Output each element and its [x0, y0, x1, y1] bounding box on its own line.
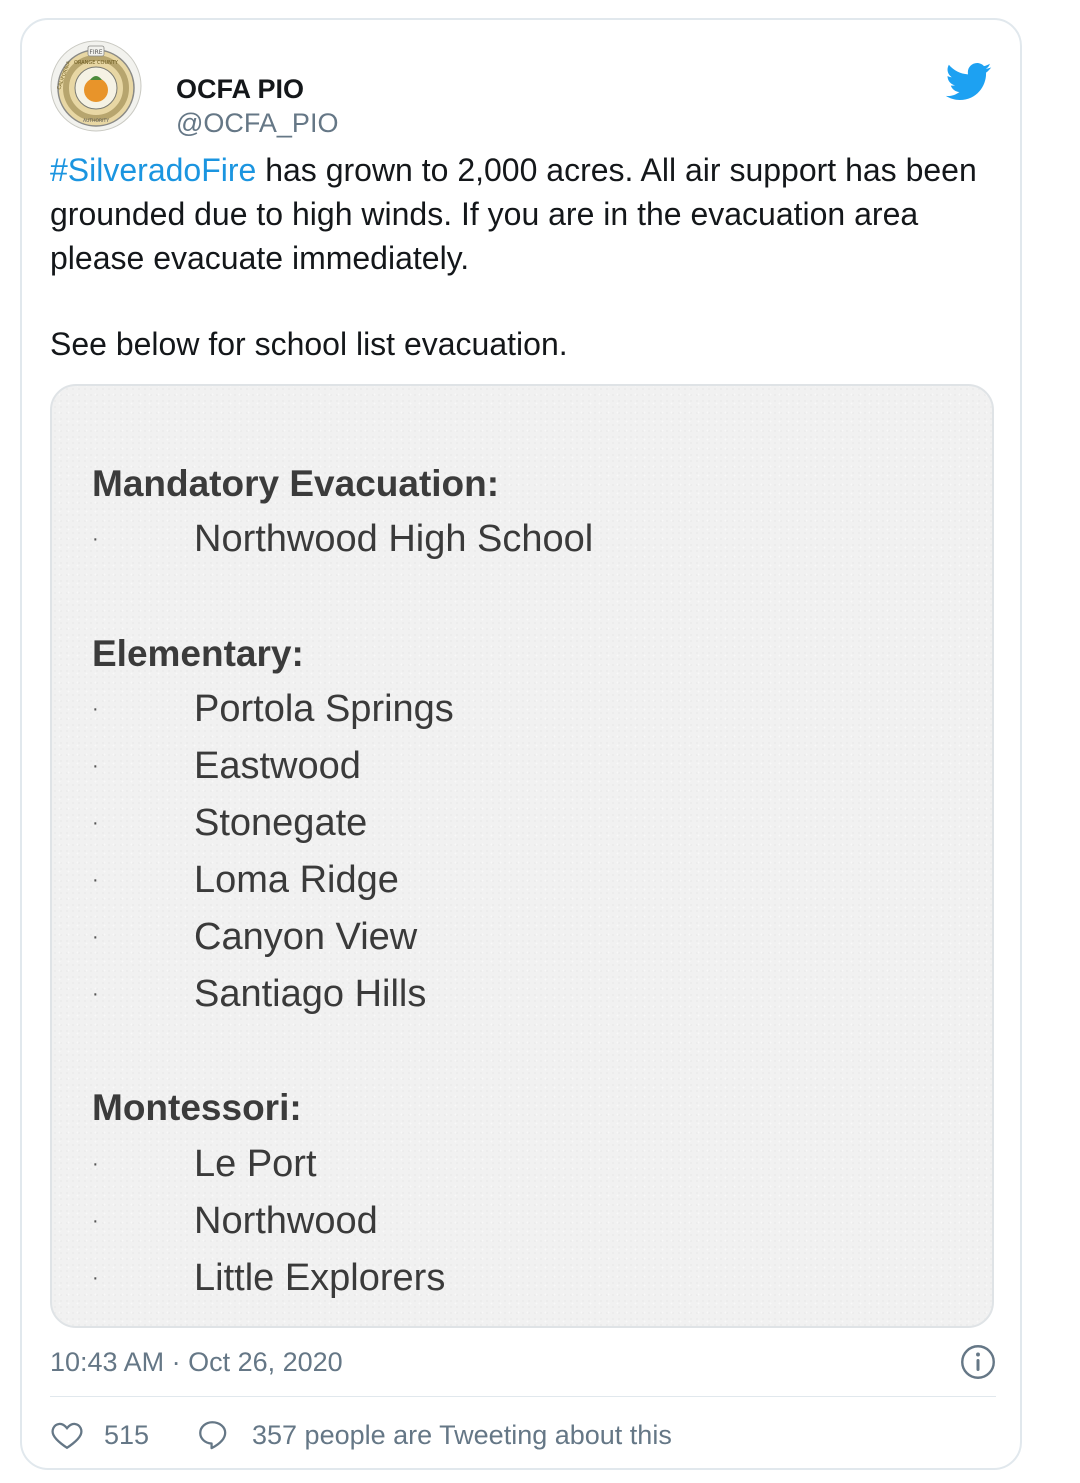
tweet-text-body: has grown to 2,000 acres. All air support has been grounded due to high winds. If you are in the evacuation area please evacuate immediately.: [50, 152, 977, 276]
ocfa-seal-logo[interactable]: [50, 40, 142, 132]
bullet: ·: [92, 1267, 99, 1289]
conversation-link[interactable]: [196, 1414, 756, 1456]
seal-top-text: FIRE: [89, 49, 103, 56]
author-handle[interactable]: @OCFA_PIO: [176, 108, 339, 138]
list-item-label: Santiago Hills: [194, 973, 427, 1015]
section-heading-montessori: Montessori:: [92, 1087, 302, 1128]
list-item-label: Eastwood: [194, 745, 361, 787]
info-icon[interactable]: [960, 1344, 996, 1380]
like-button[interactable]: [50, 1414, 160, 1456]
bullet: ·: [92, 869, 99, 891]
list-item-label: Loma Ridge: [194, 859, 399, 901]
bullet: ·: [92, 1210, 99, 1232]
bullet: ·: [92, 698, 99, 720]
list-item-label: Northwood High School: [194, 518, 594, 560]
bullet: ·: [92, 528, 99, 550]
timestamp[interactable]: 10:43 AM · Oct 26, 2020: [50, 1347, 343, 1377]
list-item-label: Le Port: [194, 1143, 317, 1185]
list-item-label: Little Explorers: [194, 1257, 446, 1299]
section-heading-elementary: Elementary:: [92, 633, 304, 674]
tweet-text: [50, 148, 1000, 366]
bullet: ·: [92, 926, 99, 948]
list-item-label: Northwood: [194, 1200, 378, 1242]
bullet: ·: [92, 812, 99, 834]
like-count: 515: [104, 1420, 150, 1450]
conversation-text: 357 people are Tweeting about this: [252, 1420, 672, 1450]
section-heading-mandatory: Mandatory Evacuation:: [92, 463, 500, 504]
tweet-text-second: See below for school list evacuation.: [50, 326, 568, 362]
seal-ring-bottom-text: AUTHORITY: [83, 119, 109, 124]
bullet: ·: [92, 1153, 99, 1175]
list-item-label: Portola Springs: [194, 688, 454, 730]
divider: [50, 1396, 996, 1397]
reply-bubble-icon: [196, 1418, 230, 1452]
heart-icon: [50, 1418, 84, 1452]
author-name[interactable]: OCFA PIO: [176, 74, 305, 104]
tweet-media-image[interactable]: [50, 384, 994, 1328]
twitter-bird-icon[interactable]: [946, 62, 992, 102]
tweet-header: [50, 40, 992, 136]
hashtag-link[interactable]: #SilveradoFire: [50, 152, 257, 188]
list-item-label: Canyon View: [194, 916, 418, 958]
seal-ring-top-text: ORANGE COUNTY: [74, 60, 118, 66]
bullet: ·: [92, 983, 99, 1005]
bullet: ·: [92, 755, 99, 777]
tweet-actions: [50, 1414, 996, 1456]
tweet-meta: [50, 1342, 996, 1382]
seal-ring-left-text: CALIFORNIA: [56, 60, 73, 91]
tweet-card[interactable]: [20, 18, 1022, 1470]
list-item-label: Stonegate: [194, 802, 368, 844]
tweet-text-first: [50, 148, 1000, 280]
